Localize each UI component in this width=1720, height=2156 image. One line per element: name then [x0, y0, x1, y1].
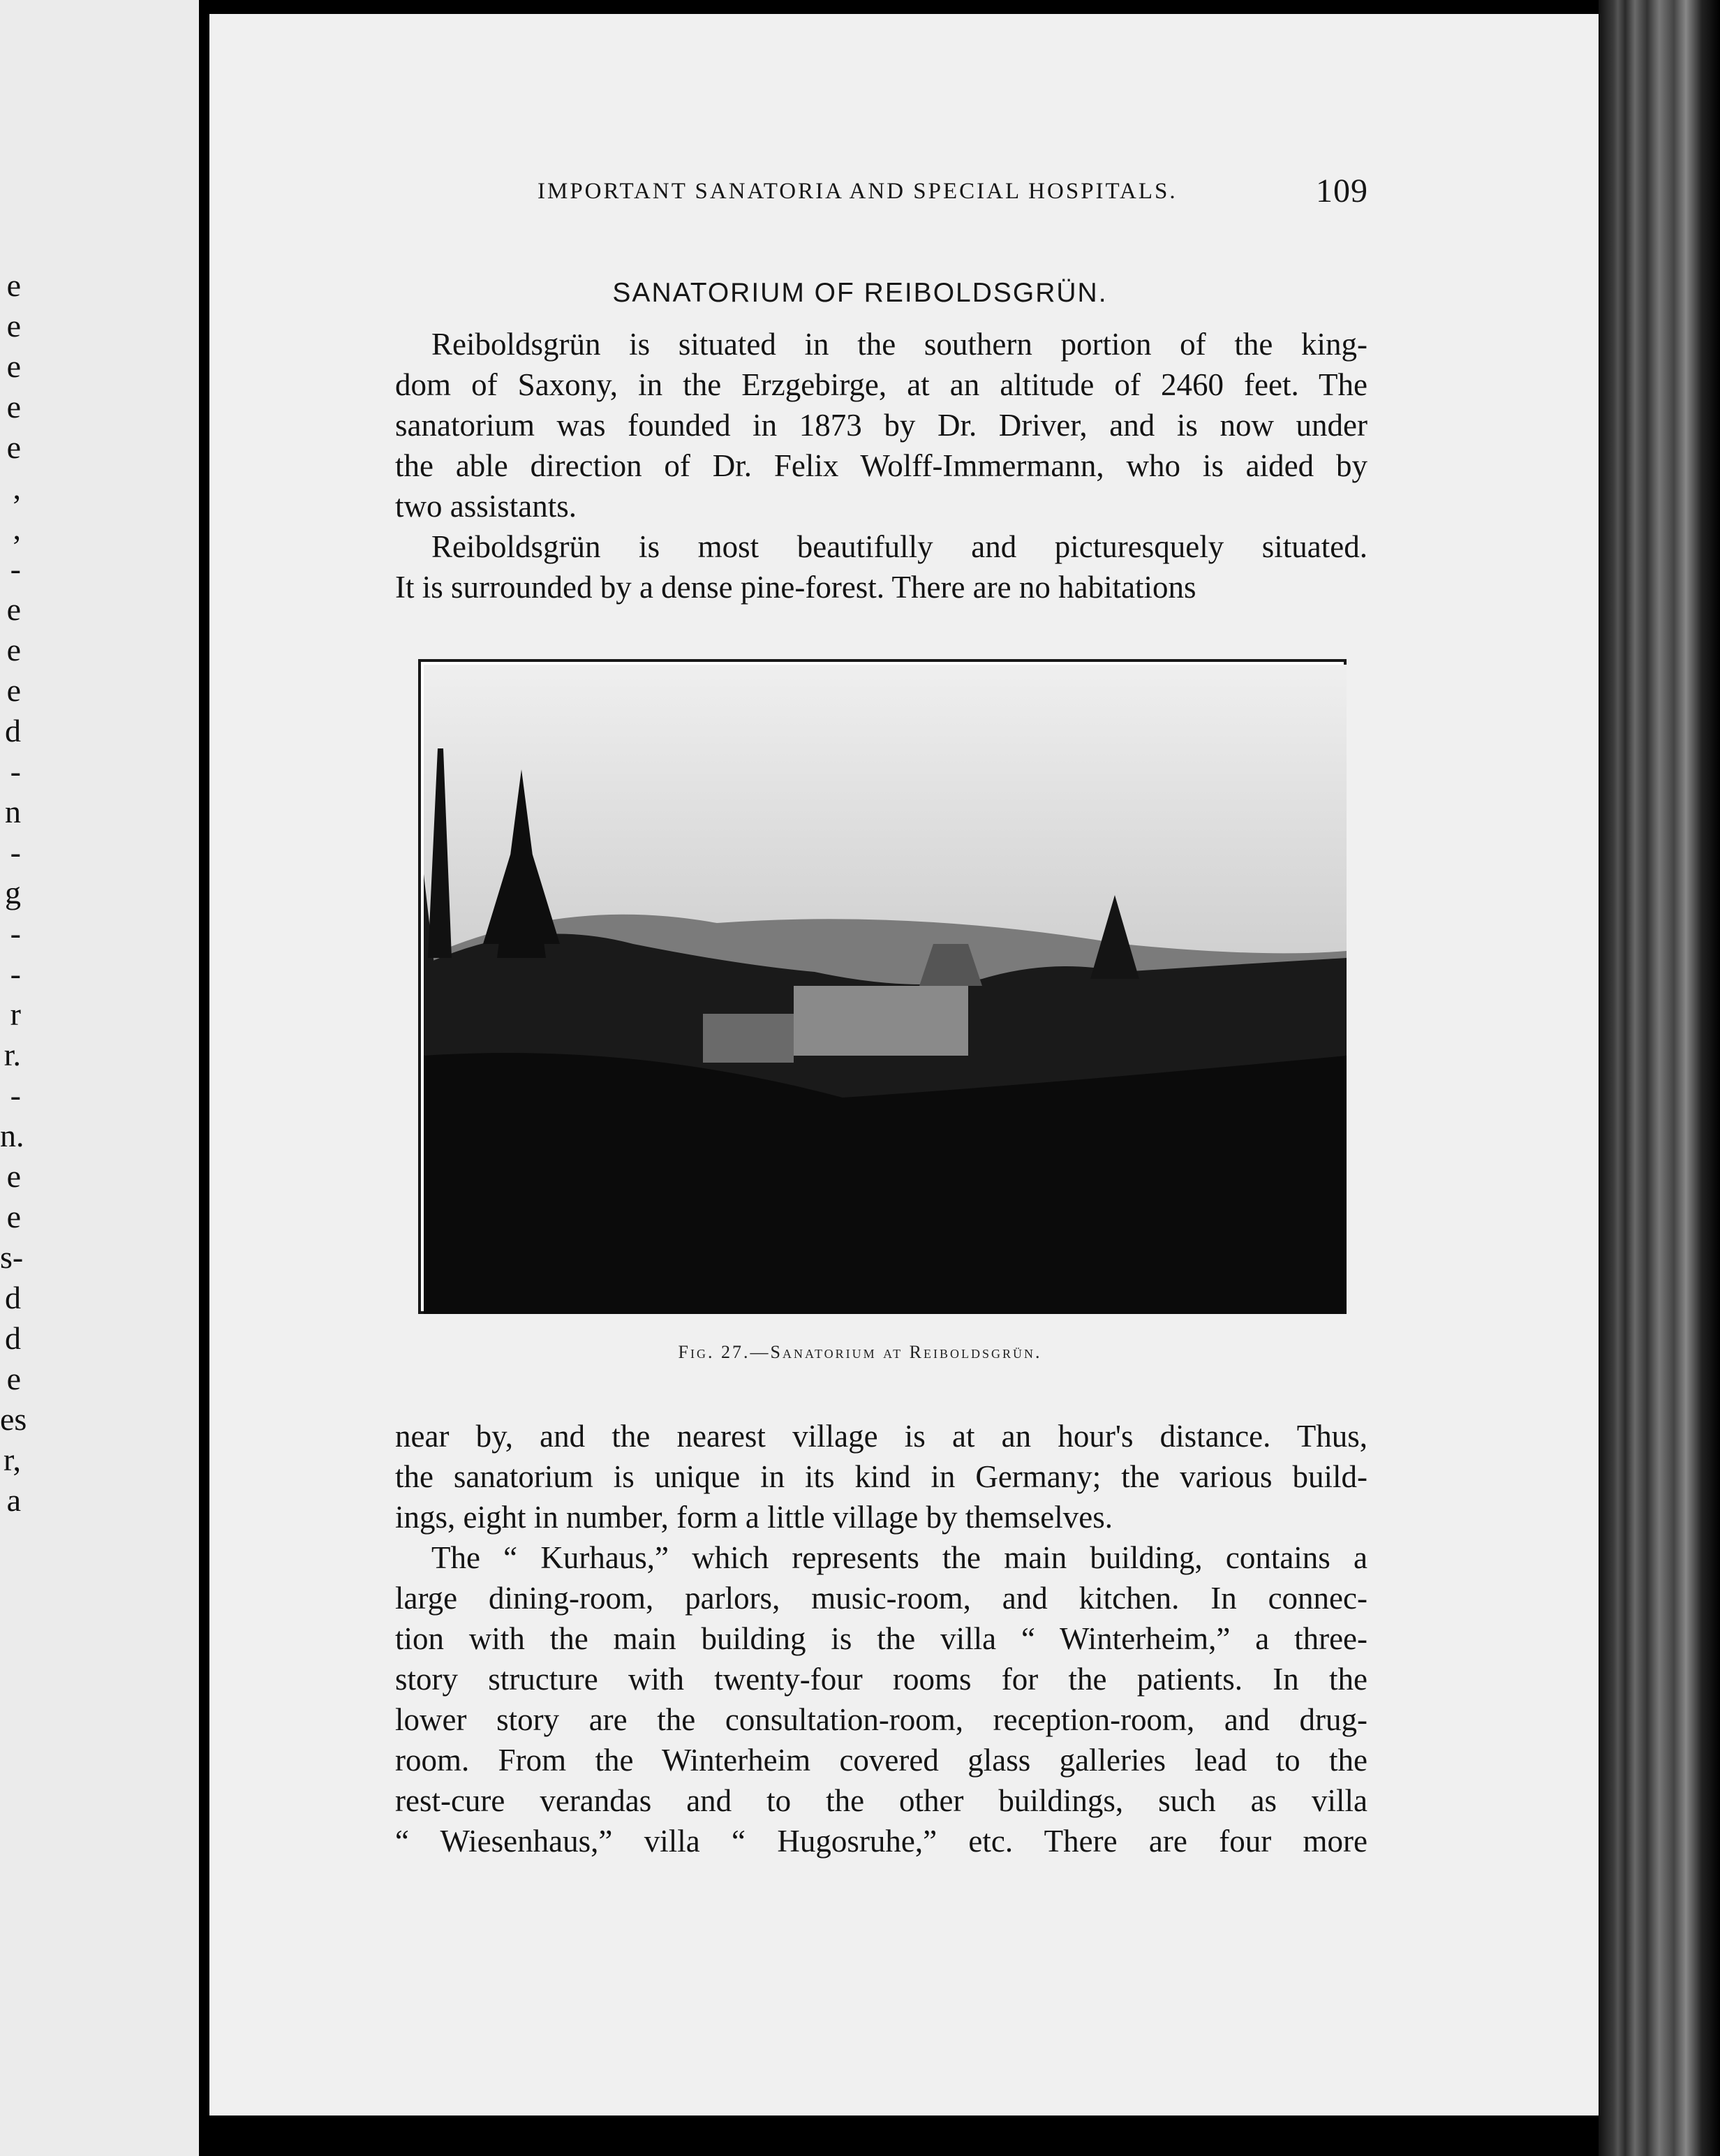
facing-page-fragment: e: [6, 348, 21, 384]
facing-page-fragment: n: [5, 794, 21, 829]
text-line: sanatorium was founded in 1873 by Dr. Driver, and is now under: [395, 408, 1367, 443]
text-line: It is surrounded by a dense pine-forest. There are no habitations: [395, 570, 1196, 605]
text-line: ings, eight in number, form a little village by themselves.: [395, 1500, 1113, 1535]
facing-page-text-fragments: [0, 265, 27, 1521]
facing-page-fragment: n.: [0, 1118, 24, 1153]
facing-page-fragment: r.: [3, 1037, 21, 1072]
body-text-top: [395, 324, 1367, 607]
text-line: large dining-room, parlors, music-room, and kitchen. In connec-: [395, 1581, 1367, 1616]
facing-page-fragment: r: [10, 996, 21, 1032]
text-line: tion with the main building is the villa “ Winterheim,” a three-: [395, 1621, 1367, 1656]
text-line: lower story are the consultation-room, reception-room, and drug-: [395, 1702, 1367, 1737]
text-line: The “ Kurhaus,” which represents the main building, contains a: [431, 1540, 1367, 1575]
facing-page-fragment: a: [6, 1482, 21, 1518]
text-line: the sanatorium is unique in its kind in Germany; the various build-: [395, 1459, 1367, 1494]
sanatorium-building: [794, 986, 968, 1056]
facing-page-fragment: e: [6, 389, 21, 424]
facing-page-fragment: e: [6, 1199, 21, 1234]
text-line: “ Wiesenhaus,” villa “ Hugosruhe,” etc. There are four more: [395, 1824, 1367, 1859]
figure-27-photo: [418, 659, 1347, 1314]
facing-page-fragment: e: [6, 591, 21, 627]
text-line: Reiboldsgrün is most beautifully and picturesquely situated.: [431, 529, 1367, 564]
text-line: room. From the Winterheim covered glass galleries lead to the: [395, 1743, 1367, 1778]
facing-page-fragment: es: [0, 1401, 27, 1437]
facing-page-fragment: e: [6, 632, 21, 667]
facing-page-fragment: e: [6, 672, 21, 708]
text-line: near by, and the nearest village is at an hour's distance. Thus,: [395, 1419, 1367, 1454]
text-line: the able direction of Dr. Felix Wolff-Immermann, who is aided by: [395, 448, 1367, 483]
text-line: story structure with twenty-four rooms for the patients. In the: [395, 1662, 1367, 1697]
facing-page-fragment: d: [5, 1280, 21, 1315]
facing-page-fragment: e: [6, 429, 21, 465]
text-line: Reiboldsgrün is situated in the southern portion of the king-: [431, 327, 1367, 362]
facing-page-fragment: d: [5, 1320, 21, 1356]
facing-page-fragment: -: [10, 834, 21, 870]
running-head: [538, 172, 1368, 209]
secondary-building: [703, 1014, 794, 1063]
facing-page-fragment: -: [10, 1077, 21, 1113]
sanatorium-photograph: [424, 665, 1347, 1314]
running-head-title: IMPORTANT SANATORIA AND SPECIAL HOSPITALS.: [538, 179, 1178, 204]
facing-page-fragment: r,: [3, 1442, 21, 1477]
section-title: SANATORIUM OF REIBOLDSGRÜN.: [612, 278, 1108, 308]
facing-page-fragment: d: [5, 713, 21, 748]
facing-page-fragment: s-: [0, 1239, 24, 1275]
body-text-bottom: [395, 1416, 1367, 1861]
facing-page-fragment: e: [6, 1158, 21, 1194]
facing-page-fragment: ,: [13, 470, 21, 505]
facing-page-fragment: -: [10, 915, 21, 951]
text-line: two assistants.: [395, 489, 577, 524]
page-edges: [1599, 0, 1720, 2156]
facing-page-fragment: e: [6, 267, 21, 303]
facing-page-edge: [0, 0, 199, 2156]
facing-page-fragment: e: [6, 1361, 21, 1396]
text-line: dom of Saxony, in the Erzgebirge, at an altitude of 2460 feet. The: [395, 367, 1367, 402]
text-line: rest-cure verandas and to the other buildings, such as villa: [395, 1783, 1367, 1818]
page-number: 109: [1316, 172, 1368, 209]
facing-page-fragment: g: [5, 875, 21, 910]
facing-page-fragment: -: [10, 956, 21, 991]
facing-page-fragment: ,: [13, 510, 21, 546]
facing-page-fragment: -: [10, 753, 21, 789]
facing-page-fragment: e: [6, 308, 21, 344]
facing-page-fragment: -: [10, 551, 21, 586]
figure-caption: Fig. 27.—Sanatorium at Reiboldsgrün.: [678, 1342, 1042, 1362]
